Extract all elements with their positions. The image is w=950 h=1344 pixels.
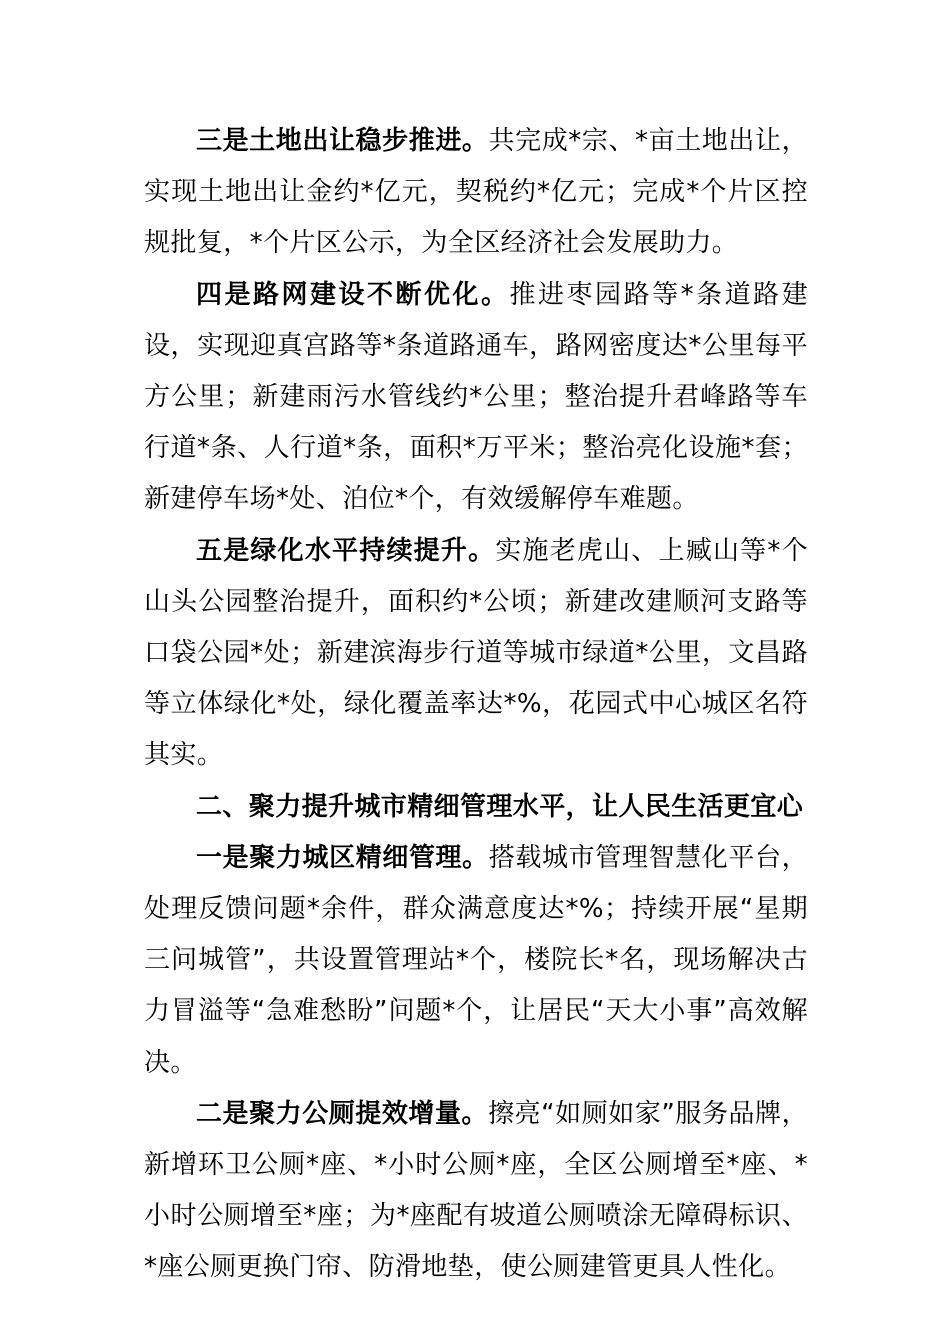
paragraph-land-transfer [144,116,808,270]
paragraph-lead: 四是路网建设不断优化。 [196,279,510,310]
section-heading: 二、聚力提升城市精细管理水平，让人民生活更宜心 [196,791,804,822]
paragraph-city-management [144,833,808,1089]
paragraph-road-network [144,270,808,526]
paragraph-text: 推进枣园路等*条道路建设，实现迎真宫路等*条道路通车，路网密度达*公里每平方公里；新建雨污水管线约*公里；整治提升君峰路等车行道*条、人行道*条，面积*万平米；整治亮化设施*套；新建停车场*处、泊位*个，有效缓解停车难题。 [144,279,808,515]
paragraph-text: 共完成*宗、*亩土地出让，实现土地出让金约*亿元，契税约*亿元；完成*个片区控规批复，*个片区公示，为全区经济社会发展助力。 [144,126,809,259]
paragraph-text: 搭载城市管理智慧化平台，处理反馈问题*余件，群众满意度达*%；持续开展“星期三问城管”，共设置管理站*个，楼院长*名，现场解决古力冒溢等“急难愁盼”问题*个，让居民“天大小事”高效解决。 [144,842,808,1078]
document-page [144,116,808,1294]
paragraph-lead: 五是绿化水平持续提升。 [196,535,496,566]
paragraph-text: 实施老虎山、上臧山等*个山头公园整治提升，面积约*公顷；新建改建顺河支路等口袋公园*处；新建滨海步行道等城市绿道*公里，文昌路等立体绿化*处，绿化覆盖率达*%，花园式中心城区名符其实。 [144,535,808,771]
paragraph-lead: 一是聚力城区精细管理。 [196,842,489,873]
paragraph-lead: 二是聚力公厕提效增量。 [196,1098,489,1129]
paragraph-text: 擦亮“如厕如家”服务品牌，新增环卫公厕*座、*小时公厕*座，全区公厕增至*座、*小时公厕增至*座；为*座配有坡道公厕喷涂无障碍标识、*座公厕更换门帘、防滑地垫，使公厕建管更具人性化。 [144,1098,809,1283]
paragraph-public-toilets [144,1089,808,1294]
paragraph-lead: 三是土地出让稳步推进。 [196,126,489,156]
paragraph-greening [144,526,808,782]
